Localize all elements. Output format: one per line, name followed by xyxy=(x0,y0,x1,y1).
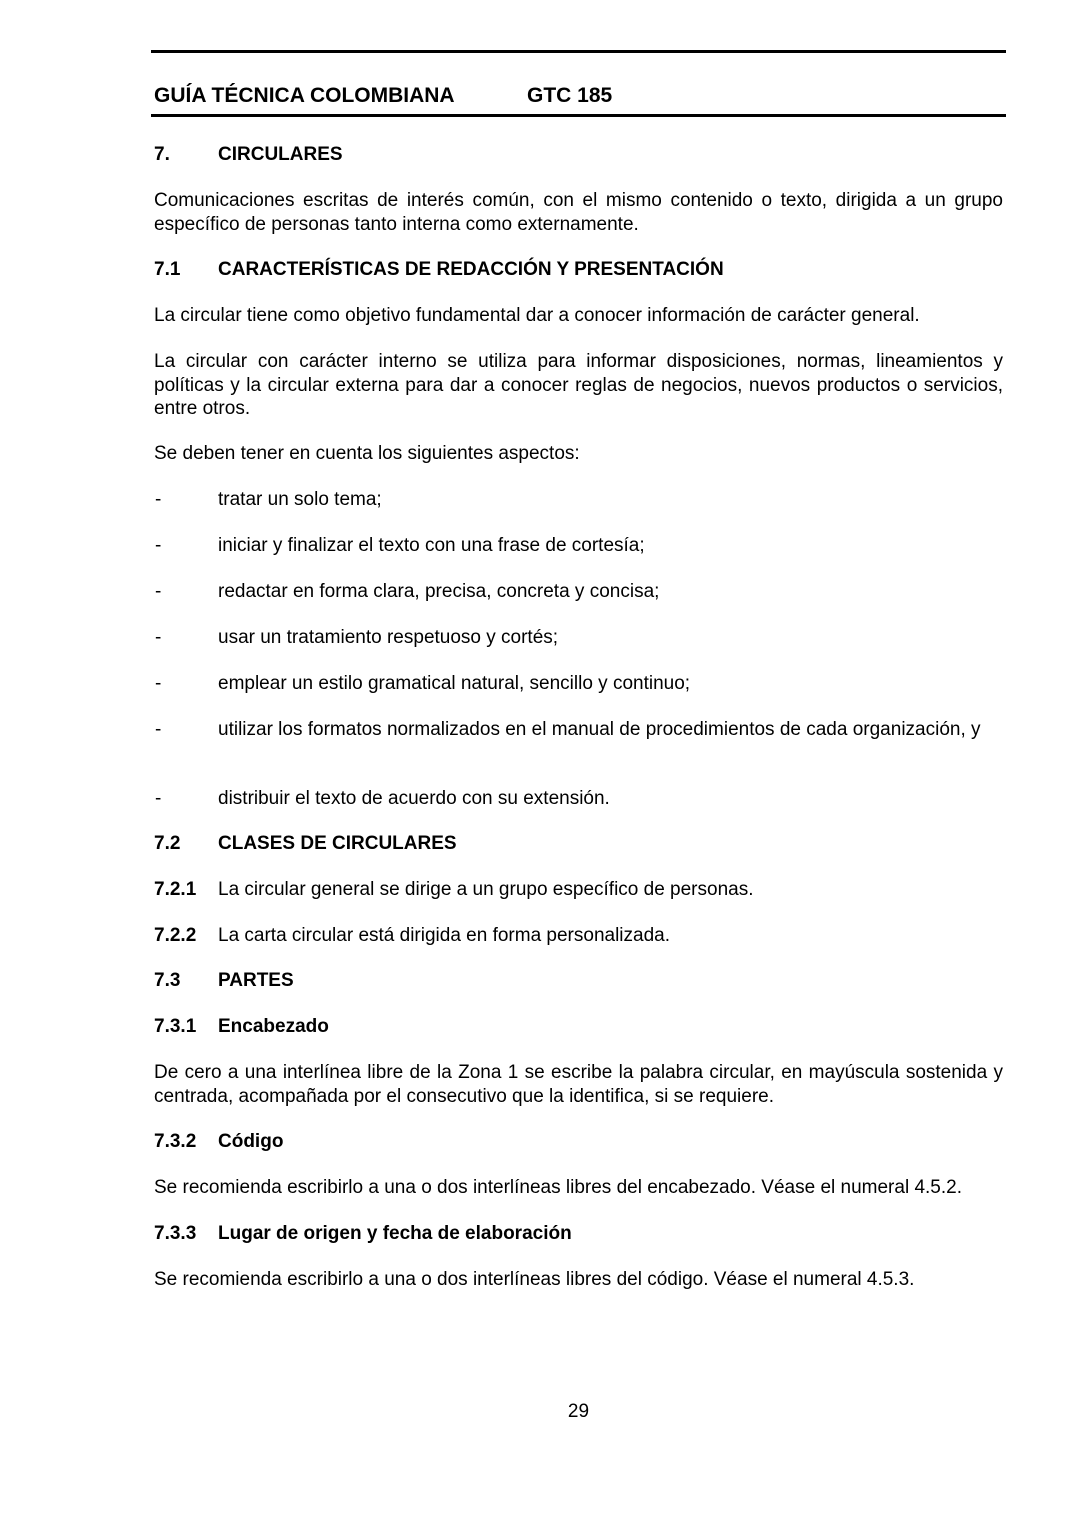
subsection-heading xyxy=(154,1222,1003,1246)
paragraph: Se recomienda escribirlo a una o dos interlíneas libres del código. Véase el numeral 4.5.3. xyxy=(154,1269,915,1290)
page-number: 29 xyxy=(567,1401,590,1422)
list-item xyxy=(154,787,1003,811)
subsection-number: 7.3.1 xyxy=(154,1016,197,1037)
subsection-heading xyxy=(154,1130,1003,1154)
subsection-number: 7.3.2 xyxy=(154,1131,197,1152)
bullet-marker: - xyxy=(155,673,162,694)
section-7-1-heading xyxy=(154,258,1003,282)
list-item-text: utilizar los formatos normalizados en el manual de procedimientos de cada organización, y xyxy=(218,719,981,740)
list-item xyxy=(154,488,1003,512)
section-title: PARTES xyxy=(218,970,294,991)
section-7-heading xyxy=(154,143,1003,167)
subsection-text: La circular general se dirige a un grupo específico de personas. xyxy=(218,879,754,900)
list-item xyxy=(154,534,1003,558)
list-item-text: tratar un solo tema; xyxy=(218,489,382,510)
list-item-text: redactar en forma clara, precisa, concreta y concisa; xyxy=(218,581,660,602)
subsection-item xyxy=(154,924,1003,948)
list-item-text: emplear un estilo gramatical natural, sencillo y continuo; xyxy=(218,673,691,694)
section-7-3-heading xyxy=(154,969,1003,993)
paragraph: De cero a una interlínea libre de la Zona 1 se escribe la palabra circular, en mayúscula sostenida y centrada, acompañada por el consecutivo que la identifica, si se requiere. xyxy=(154,1062,1003,1107)
section-number: 7.2 xyxy=(154,833,181,854)
subsection-number: 7.2.1 xyxy=(154,879,197,900)
section-title: CLASES DE CIRCULARES xyxy=(218,833,457,854)
header-title: GUÍA TÉCNICA COLOMBIANA xyxy=(154,84,455,107)
section-title: CARACTERÍSTICAS DE REDACCIÓN Y PRESENTACIÓN xyxy=(218,259,724,280)
bullet-marker: - xyxy=(155,581,162,602)
paragraph: Se recomienda escribirlo a una o dos interlíneas libres del encabezado. Véase el numeral 4.5.2. xyxy=(154,1177,962,1198)
subsection-heading xyxy=(154,1015,1003,1039)
bullet-marker: - xyxy=(155,788,162,809)
section-number: 7. xyxy=(154,144,170,165)
bullet-marker: - xyxy=(155,489,162,510)
section-7-intro: Comunicaciones escritas de interés común, con el mismo contenido o texto, dirigida a un grupo específico de personas tanto interna como externamente. xyxy=(154,190,1003,235)
subsection-text: La carta circular está dirigida en forma personalizada. xyxy=(218,925,671,946)
subsection-title: Código xyxy=(218,1131,284,1152)
list-item xyxy=(154,718,1003,742)
header-top-rule xyxy=(151,50,1006,53)
section-number: 7.1 xyxy=(154,259,181,280)
list-item xyxy=(154,672,1003,696)
section-number: 7.3 xyxy=(154,970,181,991)
subsection-item xyxy=(154,878,1003,902)
bullet-marker: - xyxy=(155,719,162,740)
subsection-number: 7.3.3 xyxy=(154,1223,197,1244)
subsection-number: 7.2.2 xyxy=(154,925,197,946)
subsection-title: Lugar de origen y fecha de elaboración xyxy=(218,1223,572,1244)
paragraph: La circular con carácter interno se utiliza para informar disposiciones, normas, lineamientos y políticas y la circular externa para dar a conocer reglas de negocios, nuevos productos o servicios, entre otros. xyxy=(154,351,1003,419)
bullet-marker: - xyxy=(155,627,162,648)
list-item xyxy=(154,626,1003,650)
header-bottom-rule xyxy=(151,114,1006,117)
section-title: CIRCULARES xyxy=(218,144,343,165)
list-item-text: usar un tratamiento respetuoso y cortés; xyxy=(218,627,559,648)
section-7-2-heading xyxy=(154,832,1003,856)
list-item-text: iniciar y finalizar el texto con una frase de cortesía; xyxy=(218,535,645,556)
paragraph: La circular tiene como objetivo fundamental dar a conocer información de carácter general. xyxy=(154,305,920,326)
list-item xyxy=(154,580,1003,604)
bullet-marker: - xyxy=(155,535,162,556)
list-item-text: distribuir el texto de acuerdo con su extensión. xyxy=(218,788,610,809)
header-code: GTC 185 xyxy=(527,84,613,107)
paragraph: Se deben tener en cuenta los siguientes aspectos: xyxy=(154,443,580,464)
subsection-title: Encabezado xyxy=(218,1016,329,1037)
